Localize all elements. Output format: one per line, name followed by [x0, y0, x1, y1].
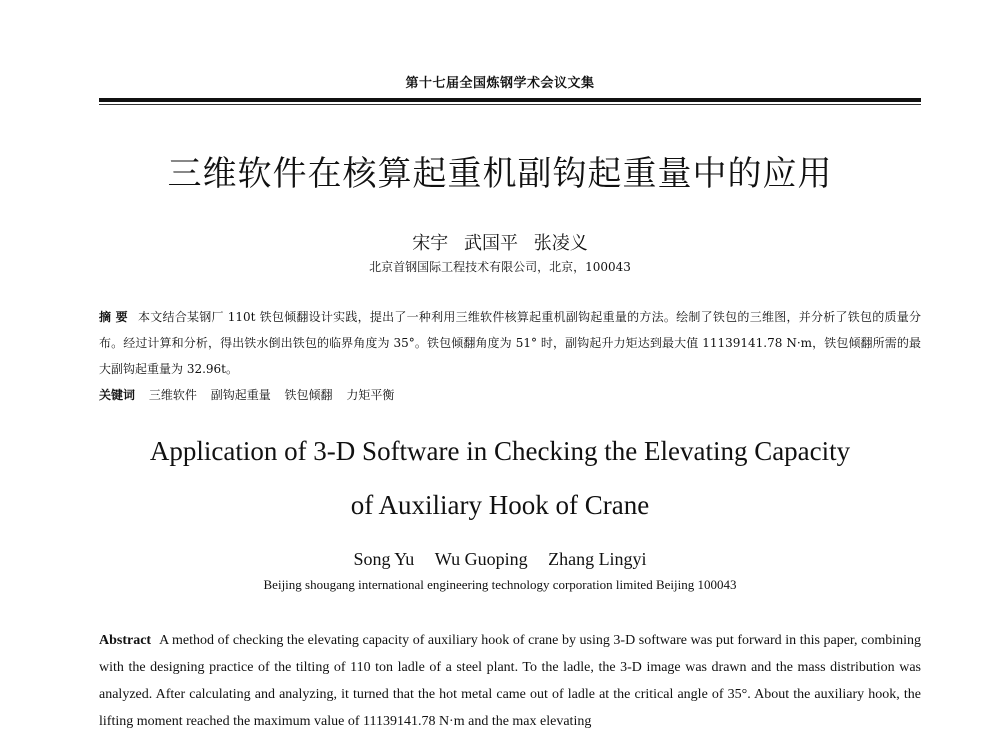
chinese-keywords — [99, 386, 921, 403]
chinese-authors — [0, 229, 1000, 255]
chinese-keyword: 力矩平衡 — [346, 388, 395, 402]
english-title-line-2: of Auxiliary Hook of Crane — [350, 490, 650, 520]
chinese-title: 三维软件在核算起重机副钩起重量中的应用 — [167, 154, 833, 194]
english-abstract-label: Abstract — [99, 633, 152, 648]
chinese-keywords-label: 关键词 — [99, 388, 136, 402]
english-title-line-1: Application of 3-D Software in Checking the Elevating Capacity — [149, 436, 851, 466]
chinese-abstract — [99, 304, 921, 382]
proceedings-header: 第十七届全国炼钢学术会议文集 — [405, 76, 595, 91]
english-abstract-text: A method of checking the elevating capacity of auxiliary hook of crane by using 3-D software was put forward in this paper, combining with the designing practice of the tilting of 110 ton ladle of a steel plant. To the ladle, the 3-D image was drawn and the mass distribution was analyzed. After calculating and analyzing, it turned that the hot metal came out of ladle at the critical angle of 35°. About the auxiliary hook, the lifting moment reached the maximum value of 11139141.78 N·m and the max elevating — [99, 633, 921, 729]
english-affiliation: Beijing shougang international engineering technology corporation limited Beijing 100043 — [263, 577, 737, 592]
english-author-1: Song Yu — [353, 549, 415, 569]
chinese-keyword: 副钩起重量 — [210, 388, 271, 402]
chinese-keyword: 三维软件 — [148, 388, 197, 402]
chinese-keyword: 铁包倾翻 — [284, 388, 333, 402]
english-abstract — [99, 627, 921, 735]
chinese-author-2: 武国平 — [464, 233, 518, 254]
chinese-affiliation: 北京首钢国际工程技术有限公司，北京，100043 — [369, 260, 631, 274]
chinese-author-1: 宋宇 — [412, 233, 449, 254]
chinese-author-3: 张凌义 — [533, 233, 588, 254]
header-rule-thick — [99, 98, 921, 102]
header-rule-thin — [99, 104, 921, 105]
chinese-abstract-text: 本文结合某钢厂 110t 铁包倾翻设计实践，提出了一种利用三维软件核算起重机副钩起重量的方法。绘制了铁包的三维图，并分析了铁包的质量分布。经过计算和分析，得出铁水倒出铁包的临界角度为 35°。铁包倾翻角度为 51° 时，副钩起升力矩达到最大值 11139141.78 N·m，铁包倾翻所需的最大副钩起重量为 32.96t。 — [99, 310, 921, 376]
english-authors — [0, 549, 1000, 570]
english-author-2: Wu Guoping — [434, 549, 528, 569]
chinese-abstract-label: 摘 要 — [99, 310, 128, 324]
english-author-3: Zhang Lingyi — [548, 549, 647, 569]
